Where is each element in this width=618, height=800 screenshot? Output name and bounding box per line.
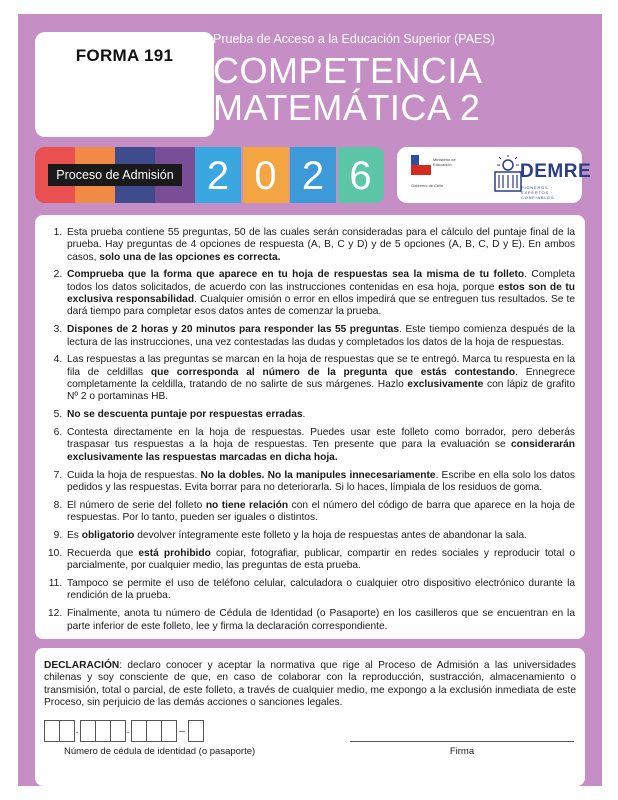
instruction-text: Cuida la hoja de respuestas. (67, 469, 201, 481)
declaration-panel (35, 648, 585, 786)
instruction-text: con lápiz de grafito Nº 2 o portaminas HB. (67, 379, 575, 403)
instruction-text: Esta prueba contiene 55 preguntas, 50 de las cuales serán consideradas para el cálculo del puntaje final de la prueba. Hay preguntas de 4 opciones de respuesta (A, B, C y D) y de 5 opciones (A, B, C, D y E). En ambos casos, (67, 227, 575, 263)
instruction-item (65, 354, 575, 403)
cedula-dot: . (126, 725, 130, 736)
cedula-check-cell[interactable] (188, 720, 204, 742)
year-digit: 2 (290, 147, 336, 203)
cedula-cell[interactable] (80, 720, 96, 742)
instruction-text: . Ennegrece completamente la celdilla, tratando de no salirte de sus márgenes. Hazlo (67, 366, 576, 391)
instruction-item (65, 548, 575, 573)
instruction-item (65, 427, 575, 464)
instruction-emphasis: solo una de las opciones es correcta. (99, 251, 281, 263)
instruction-emphasis: obligatorio (81, 529, 135, 541)
instruction-emphasis: no tiene relación (205, 499, 289, 511)
instruction-item (65, 608, 575, 633)
instruction-emphasis: que corresponda al número de la pregunta que estás contestando (150, 366, 516, 378)
cedula-cell[interactable] (161, 720, 177, 742)
instruction-emphasis: exclusivamente (407, 379, 484, 391)
instruction-emphasis: No la dobles. No la manipules innecesariamente (200, 469, 436, 481)
instruction-item (65, 324, 575, 349)
instruction-text: . (302, 409, 306, 421)
instruction-text: devolver íntegramente este folleto y la hoja de respuestas antes de abandonar la sala. (134, 529, 527, 541)
cedula-cell[interactable] (95, 720, 111, 742)
instruction-item (65, 470, 575, 495)
signature-line[interactable] (350, 741, 574, 742)
instruction-item (65, 227, 575, 264)
instructions-list (35, 215, 585, 633)
instruction-emphasis: No se descuenta puntaje por respuestas erradas (67, 409, 303, 421)
year-digit: 0 (243, 147, 289, 203)
title-line-1: COMPETENCIA (213, 50, 483, 91)
instruction-text: con el número del código de barra que aparece en la hoja de respuestas. Por lo tanto, pueden ser iguales o distintos. (67, 499, 576, 524)
forma-number: FORMA 191 (75, 46, 174, 65)
forma-box (35, 32, 214, 137)
cedula-cell[interactable] (44, 720, 60, 742)
instruction-text: Contesta directamente en la hoja de respuestas. Puedes usar este folleto como borrador, pero deberás traspasar tus respuestas a la hoja de respuestas. Ten presente que para la evaluación se (67, 427, 575, 451)
flag-red-icon (411, 165, 431, 175)
cedula-cell[interactable] (131, 720, 147, 742)
declaration-body: : declaro conocer y aceptar la normativa que rige al Proceso de Admisión a las universidades chilenas y soy consciente de que, en caso de colaborar con la reproducción, sustracción, almacenamiento o transmisión, total o parcial, de este folleto, a través de cualquier medio, me expongo a la exclusión inmediata de este Proceso, sin perjuicio de las demás acciones o sanciones legales. (44, 660, 576, 708)
demre-tagline: PIONEROS · EXPERTOS · CONFIABLES (521, 185, 555, 200)
instruction-text: copiar, fotografiar, publicar, compartir en redes sociales y reproducir total o parcialmente, por cualquier medio, las preguntas de esta prueba. (67, 547, 575, 572)
proceso-label: Proceso de Admisión (48, 164, 181, 186)
instruction-text: Finalmente, anota tu número de Cédula de Identidad (o Pasaporte) en los casilleros que se encuentran en la parte inferior de este folleto, lee y firma la declaración correspondiente. (67, 608, 575, 632)
year-digit: 6 (338, 147, 384, 203)
instruction-text: Es (67, 529, 82, 541)
instruction-emphasis: Dispones de 2 horas y 20 minutos para responder las 55 preguntas (67, 324, 400, 336)
instructions-panel (35, 215, 585, 639)
demre-logo-text: DEMRE (520, 161, 592, 182)
instruction-text: Recuerda que (67, 547, 139, 559)
signature-label: Firma (449, 746, 475, 757)
instruction-text: Tampoco se permite el uso de teléfono celular, calculadora o cualquier otro dispositivo electrónico durante la rendición de la prueba. (67, 578, 575, 602)
flag-blue-icon (411, 155, 419, 165)
gov-logo-text: Ministerio de Educación (433, 157, 456, 167)
admission-banner (35, 147, 385, 203)
title-line-2: MATEMÁTICA 2 (213, 87, 481, 128)
cedula-cells (44, 720, 203, 742)
instruction-text: El número de serie del folleto (67, 499, 206, 511)
proceso-label-wrap (35, 147, 195, 203)
instruction-item (65, 409, 575, 421)
instruction-item (65, 578, 575, 603)
instruction-emphasis: estos son de tu exclusiva responsabilidad (67, 281, 575, 306)
test-subtitle: Prueba de Acceso a la Educación Superior (PAES) (213, 32, 495, 46)
instruction-text: . Escribe en ella solo los datos pedidos y las respuestas. Evita borrar para no deteriorarla. Si lo haces, límpiala de los residuos de goma. (67, 469, 575, 493)
test-title (213, 52, 483, 126)
instruction-text: . Completa todos los datos solicitados, de acuerdo con las instrucciones contenidas en esa hoja, porque (67, 269, 575, 293)
instruction-emphasis: está prohibido (138, 547, 211, 559)
instruction-text: Las respuestas a las preguntas se marcan en la hoja de respuestas que se te entregó. Marca tu respuesta en la fila de celdillas (67, 354, 575, 378)
declaration-label: DECLARACIÓN (44, 660, 120, 671)
declaration-text (44, 660, 576, 709)
cedula-cell[interactable] (59, 720, 75, 742)
instruction-item (65, 269, 575, 318)
cedula-dot: . (75, 725, 79, 736)
cedula-label: Número de cédula de identidad (o pasaporte) (64, 746, 256, 757)
instruction-text: . Cualquier omisión o error en ellos impedirá que se entreguen tus resultados. Se te dará tiempo para completar esos datos antes de comenzar la prueba. (67, 294, 575, 318)
cedula-dash: – (179, 725, 185, 737)
cedula-cell[interactable] (110, 720, 126, 742)
year-digit: 2 (195, 147, 241, 203)
instruction-emphasis: Comprueba que la forma que aparece en tu hoja de respuestas sea la misma de tu folleto (67, 269, 525, 281)
logo-box (397, 147, 592, 203)
instruction-emphasis: considerarán exclusivamente las respuestas marcadas en dicha hoja. (67, 439, 575, 463)
gov-logo-footer: Gobierno de Chile (411, 183, 444, 188)
instruction-item (65, 530, 575, 542)
instruction-text: . Este tiempo comienza después de la lectura de las instrucciones, una vez contestadas las dudas y completados los datos de la hoja de respuestas. (67, 324, 576, 348)
cedula-cell[interactable] (146, 720, 162, 742)
instruction-item (65, 500, 575, 525)
